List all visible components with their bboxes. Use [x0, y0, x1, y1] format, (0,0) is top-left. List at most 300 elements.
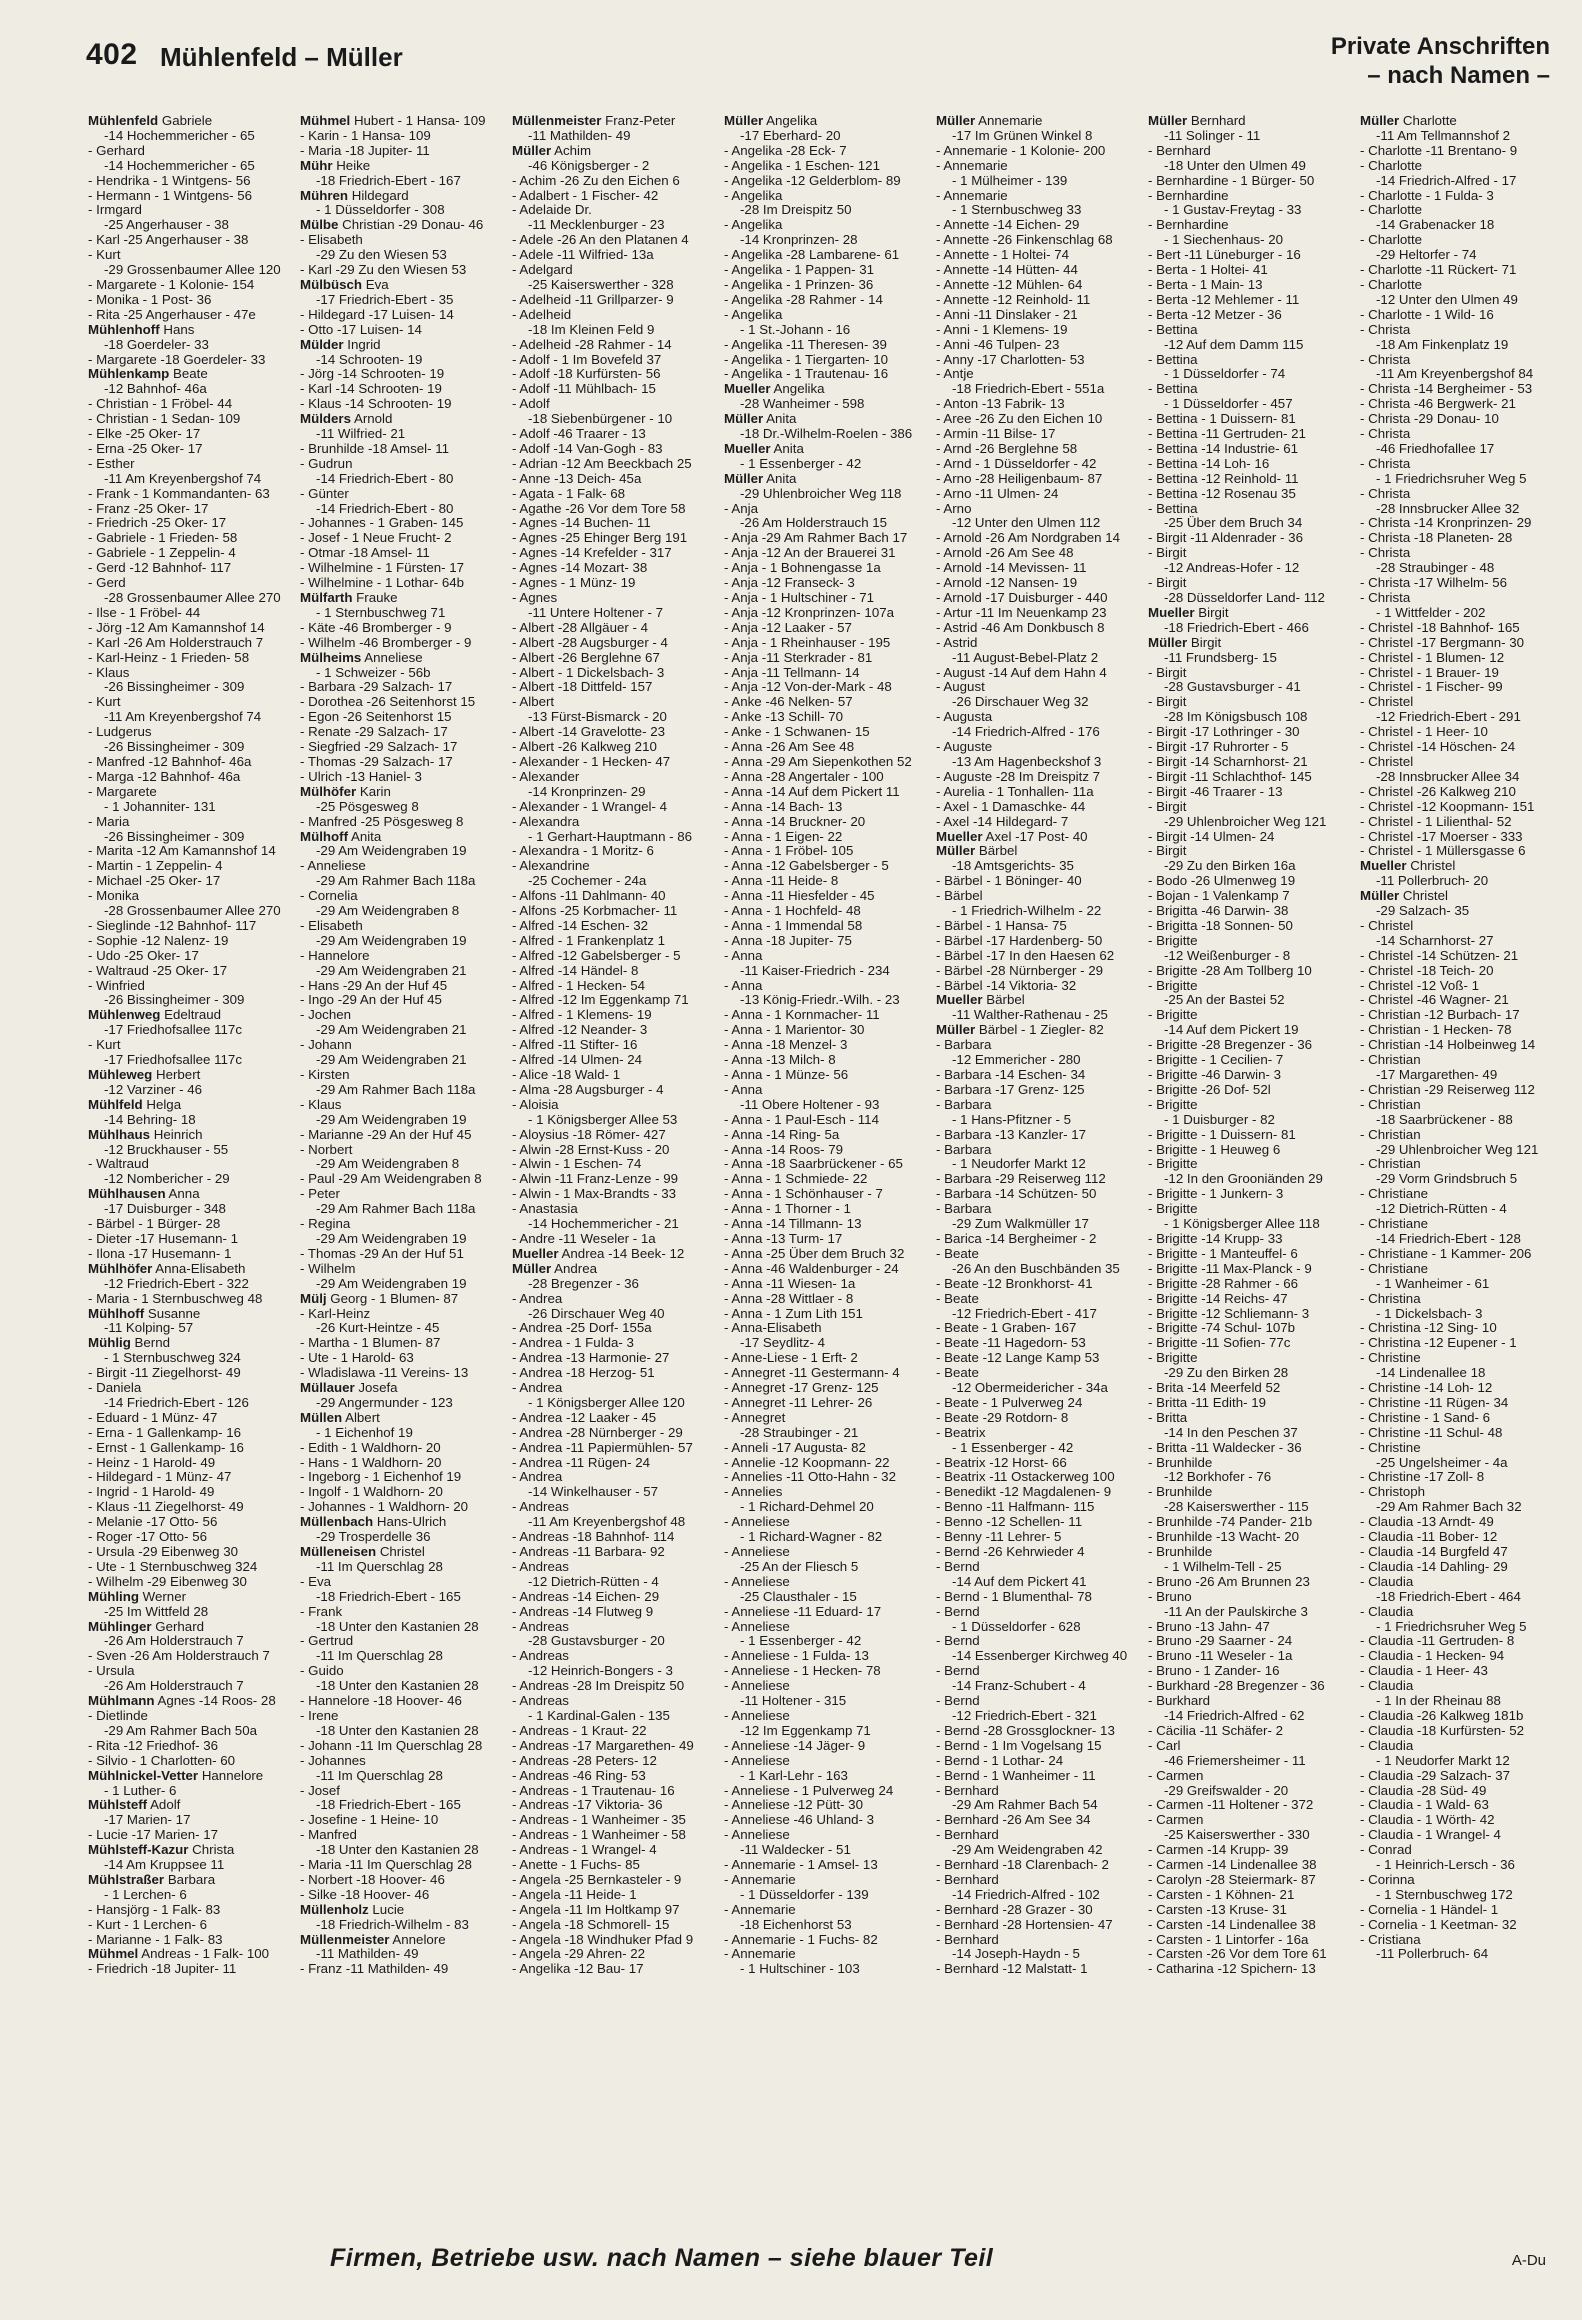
directory-entry — [88, 770, 296, 785]
directory-entry — [1148, 725, 1356, 740]
entry-text: - Christine — [1360, 1350, 1421, 1366]
directory-entry — [936, 189, 1144, 204]
surname: Müller — [1360, 888, 1400, 904]
entry-text: - Jörg -14 Schrooten- 19 — [300, 366, 445, 382]
entry-text: - Armin -11 Bilse- 17 — [936, 426, 1056, 442]
directory-entry — [88, 919, 296, 934]
entry-text: - Angela -11 Heide- 1 — [512, 1886, 637, 1902]
entry-text: - Christa -17 Wilhelm- 56 — [1360, 575, 1508, 591]
directory-entry — [1148, 1411, 1356, 1426]
entry-text: - Adolf -46 Traarer - 13 — [512, 426, 646, 442]
directory-entry — [724, 353, 932, 368]
entry-text: - Anna - 1 Hochfeld- 48 — [724, 903, 861, 919]
directory-entry — [88, 1083, 296, 1098]
entry-text: -29 Vorm Grindsbruch 5 — [1376, 1171, 1518, 1187]
entry-text: - Annemarie — [724, 1871, 796, 1887]
entry-text: -12 Andreas-Hofer - 12 — [1164, 560, 1300, 576]
surname: Mueller — [724, 381, 771, 397]
entry-text: - Anja -12 Von-der-Mark - 48 — [724, 679, 892, 695]
entry-text: - Berta -12 Mehlemer - 11 — [1148, 291, 1300, 307]
directory-entry — [1360, 1023, 1568, 1038]
entry-text: -12 Nombericher - 29 — [104, 1171, 230, 1187]
directory-entry — [300, 1947, 508, 1962]
page-footer — [0, 2232, 1582, 2292]
entry-text: - Klaus -11 Ziegelhorst- 49 — [88, 1499, 244, 1515]
directory-entry — [1360, 1858, 1568, 1873]
directory-entry — [1360, 740, 1568, 755]
directory-entry — [1360, 427, 1568, 442]
entry-text: -11 Holtener - 315 — [740, 1693, 847, 1709]
directory-entry — [512, 1769, 720, 1784]
entry-text: - Claudia - 1 Wald- 63 — [1360, 1797, 1489, 1813]
directory-entry — [936, 1068, 1144, 1083]
directory-entry — [88, 1008, 296, 1023]
entry-text: - Albert - 1 Dickelsbach- 3 — [512, 664, 665, 680]
directory-entry — [724, 1292, 932, 1307]
directory-entry — [88, 755, 296, 770]
entry-text: - Anna -14 Auf dem Pickert 11 — [724, 783, 900, 799]
entry-text: - Axel - 1 Damaschke- 44 — [936, 798, 1086, 814]
directory-entry — [512, 979, 720, 994]
directory-entry — [724, 993, 932, 1008]
directory-entry — [300, 1128, 508, 1143]
directory-entry — [1360, 725, 1568, 740]
directory-entry — [512, 1307, 720, 1322]
directory-entry — [936, 904, 1144, 919]
directory-entry — [512, 1113, 720, 1128]
entry-text: - Anna -18 Saarbrückener - 65 — [724, 1156, 903, 1172]
directory-entry — [300, 874, 508, 889]
entry-text: - Brigitte — [1148, 1096, 1198, 1112]
entry-text: - Anja - 1 Hultschiner - 71 — [724, 590, 875, 605]
directory-entry — [88, 1620, 296, 1635]
directory-entry — [1360, 1336, 1568, 1351]
directory-entry — [88, 1679, 296, 1694]
entry-text: - Friedrich -25 Oker- 17 — [88, 515, 227, 531]
directory-entry — [936, 114, 1144, 129]
entry-text: - Karl-Heinz — [300, 1305, 371, 1321]
directory-entry — [1360, 904, 1568, 919]
directory-entry — [1360, 919, 1568, 934]
entry-text: - Brigitte — [1148, 1201, 1198, 1217]
directory-entry — [936, 1888, 1144, 1903]
directory-entry — [88, 1202, 296, 1217]
entry-text: - Christa — [1360, 485, 1411, 501]
entry-text: - Udo -25 Oker- 17 — [88, 947, 199, 963]
entry-text: - Andreas -28 Im Dreispitz 50 — [512, 1678, 685, 1694]
directory-entry — [1360, 1828, 1568, 1843]
directory-entry — [512, 129, 720, 144]
entry-text: - Annette -12 Mühlen- 64 — [936, 276, 1083, 292]
directory-entry — [724, 1798, 932, 1813]
directory-entry — [1360, 770, 1568, 785]
directory-entry — [1148, 1575, 1356, 1590]
entry-text: - Christel -12 Voß- 1 — [1360, 977, 1479, 993]
entry-text: - Andreas -11 Barbara- 92 — [512, 1544, 665, 1559]
entry-text: - Angela -18 Schmorell- 15 — [512, 1916, 670, 1932]
entry-text: Heinrich — [153, 1126, 203, 1142]
directory-entry — [1148, 516, 1356, 531]
directory-entry — [724, 561, 932, 576]
entry-text: -46 Friemersheimer - 11 — [1164, 1752, 1306, 1768]
entry-text: -29 Am Rahmer Bach 50a — [104, 1722, 257, 1738]
directory-entry — [88, 1217, 296, 1232]
entry-text: - Hildegard - 1 Münz- 47 — [88, 1469, 232, 1485]
directory-entry — [936, 830, 1144, 845]
directory-entry — [1360, 1307, 1568, 1322]
directory-entry — [1148, 1590, 1356, 1605]
surname: Müllen — [300, 1409, 343, 1425]
directory-entry — [724, 755, 932, 770]
entry-text: -12 Bruckhauser - 55 — [104, 1141, 229, 1157]
entry-text: - Catharina -12 Spichern- 13 — [1148, 1961, 1316, 1977]
directory-entry — [1360, 203, 1568, 218]
directory-entry — [1148, 1396, 1356, 1411]
entry-text: - Bettina -12 Rosenau 35 — [1148, 485, 1296, 501]
directory-entry — [1148, 457, 1356, 472]
directory-entry — [936, 1813, 1144, 1828]
entry-text: - Anja — [724, 500, 759, 516]
directory-entry — [88, 1798, 296, 1813]
entry-text: Andrea -14 Beek- 12 — [561, 1245, 685, 1261]
entry-text: - Arno -11 Ulmen- 24 — [936, 485, 1059, 501]
directory-entry — [300, 1545, 508, 1560]
entry-text: - 1 Gerhart-Hauptmann - 86 — [528, 828, 693, 844]
directory-entry — [724, 1769, 932, 1784]
directory-entry — [724, 1381, 932, 1396]
entry-text: -25 Kaiserswerther - 328 — [528, 276, 674, 292]
entry-text: - Christel - 1 Heer- 10 — [1360, 724, 1488, 740]
directory-entry — [88, 1456, 296, 1471]
entry-text: -12 Unter den Ulmen 49 — [1376, 291, 1518, 307]
entry-text: - Brigitte — [1148, 932, 1198, 948]
directory-entry — [1360, 516, 1568, 531]
directory-entry — [300, 1277, 508, 1292]
surname: Mülhöfer — [300, 783, 357, 799]
directory-entry — [512, 189, 720, 204]
entry-text: - Barbara -29 Reiserweg 112 — [936, 1171, 1106, 1187]
entry-text: -29 Zu den Birken 16a — [1164, 858, 1296, 874]
surname: Mühlmann — [88, 1693, 155, 1709]
entry-text: - Adrian -12 Am Beeckbach 25 — [512, 455, 692, 471]
directory-entry — [88, 427, 296, 442]
entry-text: - Annette -14 Hütten- 44 — [936, 262, 1078, 278]
entry-text: - Maria — [88, 813, 130, 829]
directory-column-4 — [724, 114, 932, 2196]
directory-entry — [300, 651, 508, 666]
entry-text: - Alfred -14 Ulmen- 24 — [512, 1052, 643, 1068]
entry-text: - Dieter -17 Husemann- 1 — [88, 1230, 239, 1246]
directory-entry — [88, 666, 296, 681]
directory-entry — [936, 1918, 1144, 1933]
directory-entry — [300, 636, 508, 651]
entry-text: - Marita -12 Am Kamannshof 14 — [88, 843, 276, 859]
directory-entry — [724, 1903, 932, 1918]
directory-entry — [936, 859, 1144, 874]
entry-text: -14 Scharnhorst- 27 — [1376, 932, 1494, 948]
entry-text: - Birgit — [1148, 843, 1187, 859]
entry-text: - Christel - 1 Fischer- 99 — [1360, 679, 1503, 695]
entry-text: - Alfred -12 Gabelsberger - 5 — [512, 947, 681, 963]
entry-text: - Michael -25 Oker- 17 — [88, 873, 221, 889]
entry-text: - Andrea — [512, 1469, 563, 1485]
directory-entry — [512, 278, 720, 293]
entry-text: - Anna -14 Roos- 79 — [724, 1141, 844, 1157]
entry-text: -29 Zu den Birken 28 — [1164, 1365, 1289, 1381]
entry-text: - Andreas — [512, 1558, 569, 1574]
directory-entry — [936, 457, 1144, 472]
directory-entry — [1148, 1769, 1356, 1784]
directory-entry — [1360, 159, 1568, 174]
directory-entry — [300, 576, 508, 591]
directory-entry — [936, 248, 1144, 263]
entry-text: - 1 Sternbuschweg 324 — [104, 1350, 241, 1366]
directory-entry — [724, 1858, 932, 1873]
entry-text: Anna — [168, 1186, 200, 1202]
directory-entry — [936, 531, 1144, 546]
entry-text: - Brigitta -46 Darwin- 38 — [1148, 903, 1289, 919]
surname: Mülbüsch — [300, 276, 363, 292]
directory-entry — [300, 218, 508, 233]
entry-text: - Alwin -11 Franz-Lenze - 99 — [512, 1171, 679, 1187]
directory-entry — [1148, 1888, 1356, 1903]
entry-text: -11 An der Paulskirche 3 — [1164, 1603, 1308, 1619]
directory-entry — [1360, 815, 1568, 830]
entry-text: - Brigitte -12 Schliemann- 3 — [1148, 1305, 1310, 1321]
directory-entry — [512, 651, 720, 666]
directory-entry — [936, 889, 1144, 904]
directory-entry — [88, 904, 296, 919]
entry-text: - Alexander - 1 Hecken- 47 — [512, 753, 671, 769]
entry-text: -29 Am Rahmer Bach 54 — [952, 1797, 1098, 1813]
surname: Mueller — [936, 992, 983, 1008]
directory-entry — [300, 1724, 508, 1739]
directory-entry — [512, 830, 720, 845]
entry-text: -25 Im Wittfeld 28 — [104, 1603, 209, 1619]
entry-text: -28 Im Königsbusch 108 — [1164, 709, 1308, 725]
entry-text: - Annette -26 Finkenschlag 68 — [936, 232, 1113, 248]
entry-text: - Bernhard — [1148, 142, 1211, 158]
directory-entry — [88, 382, 296, 397]
directory-entry — [512, 1649, 720, 1664]
entry-text: - Christel -18 Bahnhof- 165 — [1360, 619, 1520, 635]
directory-entry — [1148, 248, 1356, 263]
directory-entry — [724, 1038, 932, 1053]
directory-entry — [936, 1187, 1144, 1202]
entry-text: - Birgit -46 Traarer - 13 — [1148, 783, 1283, 799]
entry-text: - Albert -26 Berglehne 67 — [512, 649, 660, 665]
directory-entry — [724, 218, 932, 233]
entry-text: -11 Solinger - 11 — [1164, 127, 1261, 143]
entry-text: - Angelika — [724, 217, 783, 233]
entry-text: Werner — [142, 1588, 187, 1604]
directory-entry — [724, 1694, 932, 1709]
entry-text: - Astrid -46 Am Donkbusch 8 — [936, 619, 1105, 635]
entry-text: - Anneliese - 1 Pulverweg 24 — [724, 1782, 894, 1798]
surname: Mülfarth — [300, 590, 353, 605]
directory-entry — [88, 1411, 296, 1426]
entry-text: - Günter — [300, 485, 349, 501]
directory-entry — [512, 1500, 720, 1515]
directory-entry — [512, 248, 720, 263]
entry-text: - Egon -26 Seitenhorst 15 — [300, 709, 452, 725]
entry-text: - Andreas — [512, 1693, 569, 1709]
entry-text: - 1 Mülheimer - 139 — [952, 172, 1068, 188]
entry-text: - 1 Sternbuschweg 71 — [316, 604, 446, 620]
directory-entry — [512, 859, 720, 874]
footer-note: Firmen, Betriebe usw. nach Namen – siehe blauer Teil — [330, 2244, 994, 2272]
entry-text: - Christiane — [1360, 1216, 1428, 1232]
directory-entry — [1148, 1307, 1356, 1322]
surname: Müllenmeister — [300, 1931, 390, 1947]
entry-text: - Carsten -13 Kruse- 31 — [1148, 1901, 1287, 1917]
entry-text: - Brigitte — [1148, 1350, 1198, 1366]
entry-text: -29 Am Weidengraben 19 — [316, 1275, 467, 1291]
directory-entry — [512, 218, 720, 233]
directory-entry — [1360, 353, 1568, 368]
entry-text: - Beate - 1 Graben- 167 — [936, 1320, 1077, 1336]
directory-entry — [300, 1798, 508, 1813]
directory-entry — [1148, 427, 1356, 442]
entry-text: - Anneliese -12 Pütt- 30 — [724, 1797, 863, 1813]
entry-text: - Anja -12 An der Brauerei 31 — [724, 545, 896, 561]
entry-text: - Birgit — [1148, 694, 1187, 710]
entry-text: - Claudia -11 Gertruden- 8 — [1360, 1633, 1515, 1649]
entry-text: - Christiane - 1 Kammer- 206 — [1360, 1245, 1532, 1261]
directory-entry — [936, 546, 1144, 561]
entry-text: - Bärbel — [936, 888, 983, 904]
entry-text: -17 Friedhofsallee 117c — [104, 1022, 242, 1038]
directory-entry — [300, 129, 508, 144]
directory-entry — [724, 1456, 932, 1471]
directory-entry — [300, 1962, 508, 1977]
entry-text: -14 Lindenallee 18 — [1376, 1365, 1486, 1381]
directory-entry — [936, 278, 1144, 293]
directory-entry — [724, 338, 932, 353]
surname: Mueller — [724, 440, 771, 456]
directory-entry — [936, 576, 1144, 591]
directory-entry — [1148, 263, 1356, 278]
directory-entry — [724, 382, 932, 397]
directory-entry — [300, 1113, 508, 1128]
directory-entry — [300, 1262, 508, 1277]
entry-text: -17 Duisburger - 348 — [104, 1201, 226, 1217]
directory-entry — [88, 293, 296, 308]
entry-text: - Bernd - 1 Lothar- 24 — [936, 1752, 1064, 1768]
directory-entry — [1148, 785, 1356, 800]
directory-entry — [1148, 293, 1356, 308]
entry-text: - Christian -14 Holbeinweg 14 — [1360, 1037, 1536, 1053]
entry-text: - Beatrix -12 Horst- 66 — [936, 1454, 1067, 1470]
directory-entry — [512, 755, 720, 770]
entry-text: - Barica -14 Bergheimer - 2 — [936, 1230, 1097, 1246]
entry-text: - Alice -18 Wald- 1 — [512, 1067, 621, 1082]
directory-entry — [512, 800, 720, 815]
directory-entry — [512, 1888, 720, 1903]
entry-text: - Andreas - 1 Wanheimer - 58 — [512, 1827, 686, 1843]
entry-text: -29 Am Weidengraben 21 — [316, 962, 467, 978]
entry-text: -46 Königsberger - 2 — [528, 157, 650, 173]
entry-text: - Alexandrine — [512, 858, 590, 874]
directory-entry — [300, 1620, 508, 1635]
directory-entry — [512, 874, 720, 889]
entry-text: - Adele -11 Wilfried- 13a — [512, 247, 654, 263]
entry-text: -29 Salzach- 35 — [1376, 903, 1470, 919]
entry-text: Eva — [365, 276, 389, 292]
directory-entry — [300, 248, 508, 263]
directory-entry — [936, 1530, 1144, 1545]
directory-entry — [724, 1739, 932, 1754]
directory-entry — [724, 1053, 932, 1068]
entry-text: -14 Friedrich-Alfred - 62 — [1164, 1707, 1305, 1723]
directory-entry — [724, 323, 932, 338]
directory-entry — [936, 1307, 1144, 1322]
directory-entry — [1360, 710, 1568, 725]
entry-text: - Bodo -26 Ulmenweg 19 — [1148, 873, 1296, 889]
directory-entry — [512, 1008, 720, 1023]
directory-entry — [724, 1008, 932, 1023]
entry-text: Gerhard — [155, 1618, 205, 1634]
directory-entry — [1360, 1620, 1568, 1635]
directory-entry — [300, 1858, 508, 1873]
directory-entry — [724, 1485, 932, 1500]
directory-entry — [1148, 1515, 1356, 1530]
directory-entry — [1148, 1947, 1356, 1962]
entry-text: -25 Cochemer - 24a — [528, 873, 647, 889]
directory-entry — [936, 1113, 1144, 1128]
entry-text: -11 Pollerbruch- 64 — [1376, 1946, 1489, 1962]
directory-entry — [512, 1351, 720, 1366]
entry-text: - Burkhard — [1148, 1693, 1211, 1709]
entry-text: - Ursula -29 Eibenweg 30 — [88, 1544, 239, 1559]
entry-text: - Brita -14 Meerfeld 52 — [1148, 1380, 1281, 1396]
directory-entry — [936, 561, 1144, 576]
directory-entry — [1360, 1754, 1568, 1769]
entry-text: - Andreas -18 Bahnhof- 114 — [512, 1529, 675, 1545]
entry-text: -11 Am Kreyenbergshof 48 — [528, 1514, 686, 1530]
entry-text: - Gerd — [88, 575, 126, 591]
directory-entry — [512, 382, 720, 397]
entry-text: - Norbert -18 Hoover- 46 — [300, 1871, 445, 1887]
entry-text: - Christiane — [1360, 1186, 1428, 1202]
entry-text: -14 Am Kruppsee 11 — [104, 1857, 225, 1873]
entry-text: - Christel -14 Schützen- 21 — [1360, 947, 1519, 963]
directory-entry — [300, 1411, 508, 1426]
directory-entry — [1148, 353, 1356, 368]
directory-entry — [1360, 1888, 1568, 1903]
directory-entry — [300, 1530, 508, 1545]
entry-text: - Christian - 1 Fröbel- 44 — [88, 396, 233, 412]
entry-text: - Bernd — [936, 1663, 980, 1679]
directory-entry — [300, 1232, 508, 1247]
entry-text: - Andre -11 Weseler - 1a — [512, 1230, 656, 1246]
directory-entry — [1148, 546, 1356, 561]
directory-entry — [88, 1128, 296, 1143]
entry-text: - Anna - 1 Eigen- 22 — [724, 828, 843, 844]
page-name-range: Mühlenfeld – Müller — [160, 42, 403, 72]
entry-text: - Guido — [300, 1663, 344, 1679]
directory-entry — [88, 1694, 296, 1709]
directory-entry — [724, 815, 932, 830]
directory-entry — [512, 919, 720, 934]
directory-entry — [1360, 1113, 1568, 1128]
entry-text: - Wladislawa -11 Vereins- 13 — [300, 1365, 469, 1381]
entry-text: - Anneliese — [724, 1618, 790, 1634]
directory-entry — [724, 1470, 932, 1485]
directory-entry — [936, 472, 1144, 487]
directory-entry — [1360, 144, 1568, 159]
directory-entry — [1360, 487, 1568, 502]
